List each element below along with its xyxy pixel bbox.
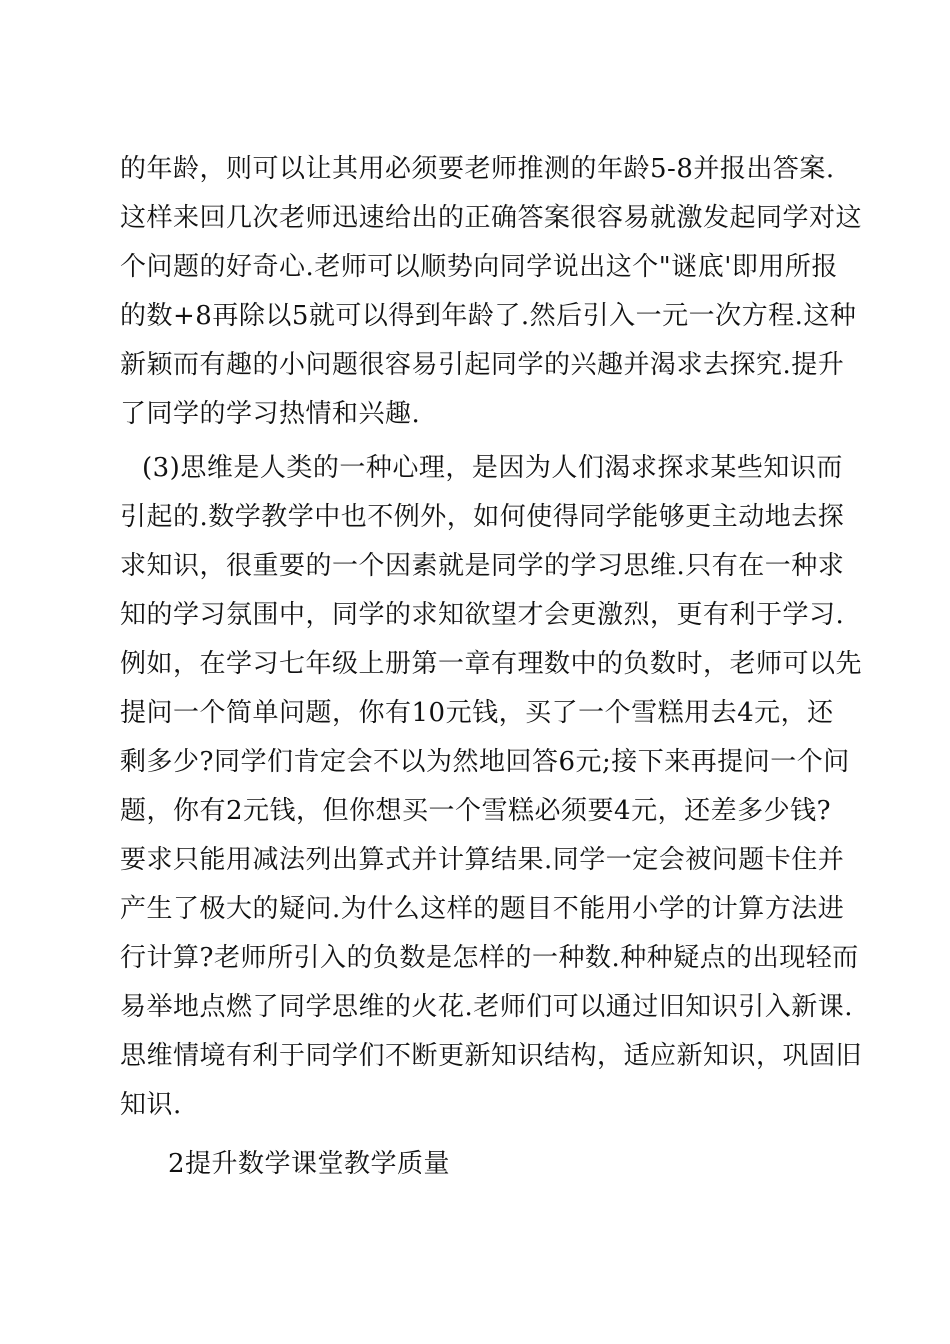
text-line-14: 题，你有2元钱，但你想买一个雪糕必须要4元，还差多少钱? xyxy=(120,796,832,826)
text-line-2: 这样来回几次老师迅速给出的正确答案很容易就激发起同学对这 xyxy=(120,203,863,233)
text-line-8: 引起的.数学教学中也不例外，如何使得同学能够更主动地去探 xyxy=(120,502,845,532)
text-line-17: 行计算?老师所引入的负数是怎样的一种数.种种疑点的出现轻而 xyxy=(120,943,859,973)
text-line-10: 知的学习氛围中，同学的求知欲望才会更激烈，更有利于学习. xyxy=(120,600,845,630)
text-line-12: 提问一个简单问题，你有10元钱，买了一个雪糕用去4元，还 xyxy=(120,698,834,728)
text-line-18: 易举地点燃了同学思维的火花.老师们可以通过旧知识引入新课. xyxy=(120,992,854,1022)
text-line-1: 的年龄，则可以让其用必须要老师推测的年龄5-8并报出答案. xyxy=(120,154,835,184)
text-line-5: 新颖而有趣的小问题很容易引起同学的兴趣并渴求去探究.提升 xyxy=(120,350,845,380)
text-line-3: 个问题的好奇心.老师可以顺势向同学说出这个"谜底'即用所报 xyxy=(120,252,838,282)
text-line-4: 的数+8再除以5就可以得到年龄了.然后引入一元一次方程.这种 xyxy=(120,301,857,331)
paragraph-3-first-line: (3)思维是人类的一种心理，是因为人们渴求探求某些知识而 xyxy=(142,453,843,483)
text-line-13: 剩多少?同学们肯定会不以为然地回答6元;接下来再提问一个问 xyxy=(120,747,850,777)
text-line-9: 求知识，很重要的一个因素就是同学的学习思维.只有在一种求 xyxy=(120,551,845,581)
text-line-11: 例如，在学习七年级上册第一章有理数中的负数时，老师可以先 xyxy=(120,649,863,679)
text-line-20: 知识. xyxy=(120,1090,182,1120)
text-line-6: 了同学的学习热情和兴趣. xyxy=(120,399,421,429)
text-line-16: 产生了极大的疑问.为什么这样的题目不能用小学的计算方法进 xyxy=(120,894,845,924)
text-line-15: 要求只能用减法列出算式并计算结果.同学一定会被问题卡住并 xyxy=(120,845,845,875)
section-heading: 2提升数学课堂教学质量 xyxy=(168,1149,451,1179)
text-line-19: 思维情境有利于同学们不断更新知识结构，适应新知识，巩固旧 xyxy=(120,1041,863,1071)
